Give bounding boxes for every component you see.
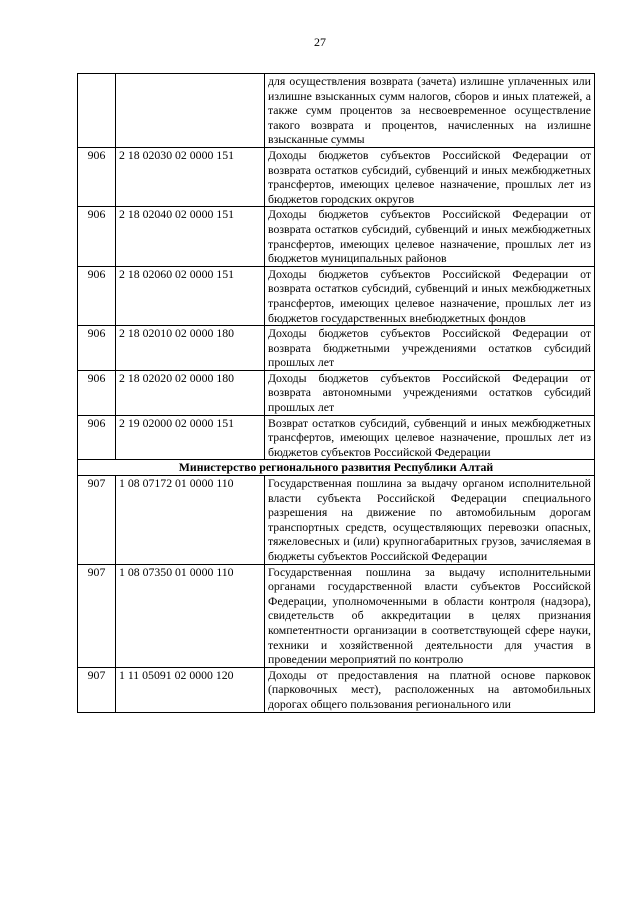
- description-cell: Доходы от предоставления на платной основе парковок (парковочных мест), расположенных на автомобильных дорогах общего пользования регионального или: [265, 667, 595, 712]
- admin-code-cell: 906: [78, 370, 116, 415]
- budget-code-cell: 2 18 02010 02 0000 180: [116, 326, 265, 371]
- table-row: [78, 564, 595, 667]
- description-cell: Возврат остатков субсидий, субвенций и иных межбюджетных трансфертов, имеющих целевое назначение, прошлых лет из бюджетов субъектов Российской Федерации: [265, 415, 595, 460]
- table-row: [78, 207, 595, 266]
- table-row: [78, 476, 595, 565]
- admin-code-cell: 906: [78, 326, 116, 371]
- budget-code-cell: 2 18 02020 02 0000 180: [116, 370, 265, 415]
- description-cell: Доходы бюджетов субъектов Российской Федерации от возврата остатков субсидий, субвенций и иных межбюджетных трансфертов, имеющих целевое назначение, прошлых лет из бюджетов государственных внебюджетных фондов: [265, 266, 595, 325]
- admin-code-cell: 906: [78, 147, 116, 206]
- budget-code-cell: [116, 74, 265, 148]
- revenue-codes-table: [77, 73, 595, 713]
- description-cell: Доходы бюджетов субъектов Российской Федерации от возврата остатков субсидий, субвенций и иных межбюджетных трансфертов, имеющих целевое назначение, прошлых лет из бюджетов городских округов: [265, 147, 595, 206]
- table-row: [78, 326, 595, 371]
- budget-code-cell: 1 08 07172 01 0000 110: [116, 476, 265, 565]
- table-row: [78, 370, 595, 415]
- admin-code-cell: 907: [78, 476, 116, 565]
- admin-code-cell: 907: [78, 564, 116, 667]
- section-title: Министерство регионального развития Республики Алтай: [78, 460, 595, 476]
- table-row: [78, 667, 595, 712]
- admin-code-cell: 906: [78, 207, 116, 266]
- section-header-row: [78, 460, 595, 476]
- budget-code-cell: 2 18 02040 02 0000 151: [116, 207, 265, 266]
- budget-code-cell: 1 11 05091 02 0000 120: [116, 667, 265, 712]
- budget-code-cell: 1 08 07350 01 0000 110: [116, 564, 265, 667]
- page-number: 27: [314, 35, 326, 49]
- budget-code-cell: 2 18 02030 02 0000 151: [116, 147, 265, 206]
- admin-code-cell: 906: [78, 266, 116, 325]
- admin-code-cell: 906: [78, 415, 116, 460]
- description-cell: для осуществления возврата (зачета) излишне уплаченных или излишне взысканных сумм налогов, сборов и иных платежей, а также сумм процентов за несвоевременное осуществление такого возврата и процентов, начисленных на излишне взысканные суммы: [265, 74, 595, 148]
- table-row: [78, 415, 595, 460]
- description-cell: Государственная пошлина за выдачу исполнительными органами государственной власти субъектов Российской Федерации, уполномоченными в области контроля (надзора), свидетельств об аккредитации в целях признания компетентности организации в соответствующей сфере науки, техники и хозяйственной деятельности для участия в проведении мероприятий по контролю: [265, 564, 595, 667]
- budget-code-cell: 2 18 02060 02 0000 151: [116, 266, 265, 325]
- admin-code-cell: 907: [78, 667, 116, 712]
- admin-code-cell: [78, 74, 116, 148]
- description-cell: Доходы бюджетов субъектов Российской Федерации от возврата остатков субсидий, субвенций и иных межбюджетных трансфертов, имеющих целевое назначение, прошлых лет из бюджетов муниципальных районов: [265, 207, 595, 266]
- table-row: [78, 147, 595, 206]
- description-cell: Государственная пошлина за выдачу органом исполнительной власти субъекта Российской Федерации специального разрешения на движение по автомобильным дорогам транспортных средств, осуществляющих перевозки опасных, тяжеловесных и (или) крупногабаритных грузов, зачисляемая в бюджеты субъектов Российской Федерации: [265, 476, 595, 565]
- budget-code-cell: 2 19 02000 02 0000 151: [116, 415, 265, 460]
- description-cell: Доходы бюджетов субъектов Российской Федерации от возврата автономными учреждениями остатков субсидий прошлых лет: [265, 370, 595, 415]
- table-row: [78, 266, 595, 325]
- table-row: [78, 74, 595, 148]
- description-cell: Доходы бюджетов субъектов Российской Федерации от возврата бюджетными учреждениями остатков субсидий прошлых лет: [265, 326, 595, 371]
